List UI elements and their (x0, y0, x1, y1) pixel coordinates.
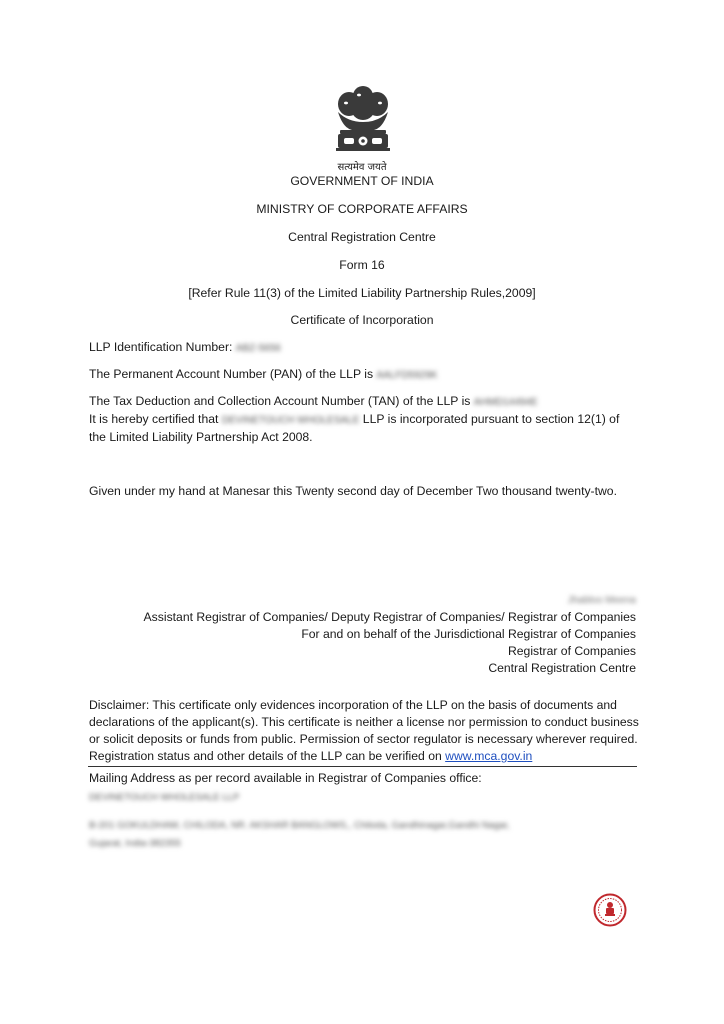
disclaimer-verify-text: Registration status and other details of the LLP can be verified on (89, 749, 442, 763)
disclaimer-line-2: declarations of the applicant(s). This certificate is neither a license nor permission to conduct business (89, 715, 639, 729)
form-number: Form 16 (339, 258, 385, 272)
signer-behalf: For and on behalf of the Jurisdictional Registrar of Companies (301, 627, 636, 641)
pan-text: The Permanent Account Number (PAN) of the LLP is (89, 367, 374, 381)
signer-name-value: Jhabloo Meena (567, 595, 636, 606)
llpin-value: ABZ-5656 (235, 343, 281, 354)
llpin-label: LLP Identification Number: (89, 340, 233, 354)
mailing-address-row-1 (89, 817, 510, 831)
disclaimer-line-4 (89, 748, 639, 765)
tan-text: The Tax Deduction and Collection Account Number (TAN) of the LLP is (89, 394, 471, 408)
tan-value: AHMD14494E (473, 397, 538, 408)
signer-name (568, 592, 636, 606)
divider (88, 766, 637, 767)
mailing-name-row (89, 789, 239, 803)
pan-value: AALFD5929K (376, 370, 438, 381)
mailing-address-1: B-201 GOKULDHAM, CHILODA, NR. AKSHAR BANGLOWS,, Chiloda, Gandhinagar,Gandhi Nagar, (89, 820, 510, 831)
signer-registrar: Registrar of Companies (507, 644, 636, 658)
official-seal (593, 893, 627, 927)
signer-designation: Assistant Registrar of Companies/ Deputy Registrar of Companies/ Registrar of Companies (143, 610, 636, 624)
certify-line-2: the Limited Liability Partnership Act 2008. (89, 430, 313, 444)
disclaimer-line-1: Disclaimer: This certificate only evidences incorporation of the LLP on the basis of documents and (89, 698, 617, 712)
certificate-title: Certificate of Incorporation (290, 313, 434, 327)
mailing-name: DEVINETOUCH WHOLESALE LLP (89, 792, 240, 803)
ministry-heading: MINISTRY OF CORPORATE AFFAIRS (256, 202, 468, 216)
certify-suffix: LLP is incorporated pursuant to section 12(1) of (362, 412, 620, 426)
official-seal-icon (593, 893, 627, 927)
mca-website-link[interactable]: www.mca.gov.in (445, 749, 533, 763)
centre-heading: Central Registration Centre (288, 230, 436, 244)
pan-line (89, 367, 438, 381)
mailing-address-row-2 (89, 835, 181, 849)
government-heading: GOVERNMENT OF INDIA (290, 174, 434, 188)
disclaimer (89, 697, 639, 765)
llpin-line (89, 340, 281, 354)
company-name: DEVINETOUCH WHOLESALE (221, 415, 360, 426)
certify-prefix: It is hereby certified that (89, 412, 219, 426)
tan-line (89, 394, 538, 408)
national-emblem (318, 82, 408, 162)
given-line: Given under my hand at Manesar this Twenty second day of December Two thousand twenty-two. (89, 484, 617, 498)
certify-line (89, 412, 619, 426)
disclaimer-line-3: or solicit deposits or funds from public. Permission of sector regulator is necessary wherever required. (89, 732, 638, 746)
emblem-motto: सत्यमेव जयते (337, 162, 387, 173)
mailing-address-2: Gujarat, India-382355 (89, 838, 181, 849)
national-emblem-icon (318, 82, 408, 162)
rule-reference: [Refer Rule 11(3) of the Limited Liability Partnership Rules,2009] (188, 286, 536, 300)
mailing-label: Mailing Address as per record available in Registrar of Companies office: (89, 771, 482, 785)
signer-centre: Central Registration Centre (488, 661, 636, 675)
